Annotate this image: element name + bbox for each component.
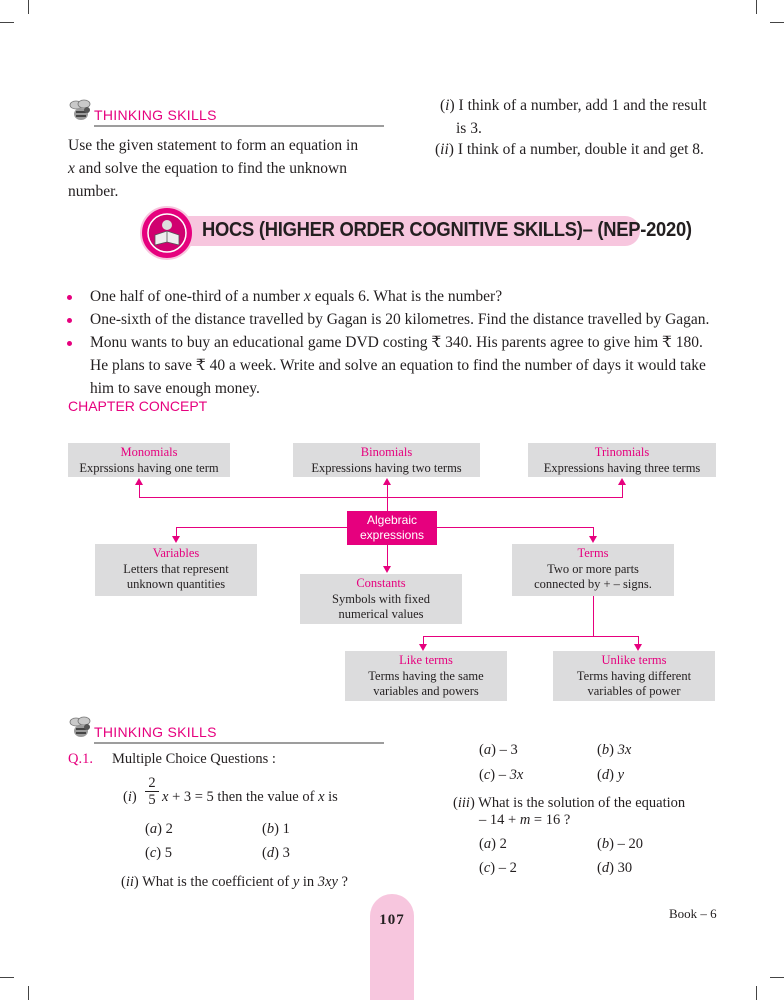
item-text: I think of a number, double it and get 8.	[457, 141, 704, 158]
box-desc: Terms having the same	[368, 668, 484, 683]
monomials-box	[68, 443, 230, 477]
box-title: Unlike terms	[601, 653, 667, 667]
connector-line	[423, 636, 639, 637]
option-value: 2	[499, 836, 507, 852]
box-title: Terms	[577, 546, 609, 560]
option-value: 3x	[617, 742, 632, 758]
bee-icon	[68, 715, 94, 741]
variable: x	[318, 789, 325, 805]
section-underline	[94, 125, 384, 127]
arrow-up-icon	[135, 478, 143, 485]
arrow-up-icon	[618, 478, 626, 485]
text: is	[324, 789, 338, 805]
bullet-icon	[67, 341, 72, 346]
question-ii: (ii) What is the coefficient of y in 3xy ?	[121, 874, 348, 890]
connector-line	[622, 485, 623, 497]
crop-mark	[28, 986, 29, 1000]
variable: x	[303, 288, 311, 305]
option-letter: a	[149, 821, 158, 837]
option-letter: d	[601, 767, 610, 783]
bullet-icon	[67, 318, 72, 323]
connector-line	[387, 485, 388, 511]
option-letter: d	[601, 860, 610, 876]
option-d: (d) y	[597, 767, 624, 783]
algebraic-expressions-box	[347, 511, 437, 545]
option-c: (c) 5	[145, 845, 172, 861]
crop-mark	[28, 0, 29, 14]
chapter-concept-title: CHAPTER CONCEPT	[68, 398, 208, 414]
option-value: – 3	[499, 742, 518, 758]
unlike-terms-box	[553, 651, 715, 701]
fraction-numerator: 2	[148, 775, 156, 791]
question-iii-equation	[479, 812, 570, 829]
option-value: 30	[617, 860, 633, 876]
variables-box	[95, 544, 257, 596]
box-desc: unknown quantities	[126, 577, 226, 591]
item-number: i	[445, 97, 450, 114]
option-letter: d	[266, 845, 275, 861]
variable: 3xy	[317, 874, 338, 890]
box-title: Variables	[152, 546, 200, 560]
option-c: (c) – 2	[479, 860, 517, 876]
option-value: – 3x	[498, 767, 524, 783]
variable: y	[292, 874, 300, 890]
option-a: (a) 2	[145, 821, 173, 837]
arrow-down-icon	[634, 644, 642, 651]
box-desc: numerical values	[338, 607, 424, 621]
connector-line	[593, 596, 594, 636]
prompt-line: Use the given statement to form an equation in	[68, 137, 359, 154]
hocs-item-2: One-sixth of the distance travelled by Gagan is 20 kilometres. Find the distance travelled by Gagan.	[90, 311, 710, 328]
crop-mark	[756, 0, 757, 14]
crop-mark	[770, 22, 784, 23]
hocs-item-3	[90, 331, 730, 400]
option-c: (c) – 3x	[479, 767, 524, 783]
thinking-skills-title: THINKING SKILLS	[94, 107, 217, 123]
text: ?	[337, 874, 348, 890]
section-underline	[94, 742, 384, 744]
option-letter: c	[149, 845, 157, 861]
crop-mark	[0, 22, 14, 23]
prompt-line: number.	[68, 183, 119, 200]
arrow-down-icon	[419, 644, 427, 651]
option-a: (a) – 3	[479, 742, 518, 758]
option-value: 5	[164, 845, 172, 861]
box-desc: variables and powers	[373, 684, 479, 698]
option-letter: c	[483, 767, 491, 783]
text: What is the coefficient of	[142, 874, 293, 890]
text: Monu wants to buy an educational game DVD costing ₹ 340. His parents agree to give him ₹ 180.	[90, 334, 703, 351]
box-title: Monomials	[120, 445, 178, 459]
statement-ii: (ii) I think of a number, double it and get 8.	[435, 141, 704, 158]
question-label: Q.1.	[68, 751, 93, 767]
option-d: (d) 3	[262, 845, 290, 861]
variable: x	[162, 789, 169, 805]
center-line: Algebraic	[366, 513, 418, 527]
option-value: 1	[282, 821, 290, 837]
reading-icon	[140, 206, 194, 260]
text: He plans to save ₹ 40 a week. Write and solve an equation to find the number of days it would take	[90, 357, 706, 374]
question-text: Multiple Choice Questions :	[112, 751, 276, 767]
variable: x	[68, 160, 75, 177]
box-desc: Two or more parts	[547, 561, 639, 576]
box-desc: Expressions having two terms	[311, 460, 462, 475]
box-desc: Letters that represent	[123, 561, 229, 576]
statement-i: (i) I think of a number, add 1 and the result is 3.	[440, 94, 740, 140]
arrow-down-icon	[172, 536, 180, 543]
prompt-line	[68, 157, 388, 180]
bee-icon	[68, 98, 94, 124]
book-label: Book – 6	[669, 906, 717, 921]
crop-mark	[756, 986, 757, 1000]
text: in	[299, 874, 318, 890]
box-title: Binomials	[360, 445, 413, 459]
thinking-skills-prompt	[68, 134, 388, 203]
text: What is the solution of the equation	[478, 795, 686, 811]
text: One half of one-third of a number	[90, 288, 304, 305]
thinking-skills-title: THINKING SKILLS	[94, 724, 217, 740]
connector-line	[437, 527, 594, 528]
option-value: – 2	[498, 860, 517, 876]
arrow-down-icon	[589, 536, 597, 543]
text: – 14 +	[479, 812, 520, 828]
option-value: – 20	[617, 836, 643, 852]
option-letter: a	[483, 836, 492, 852]
terms-box	[512, 544, 674, 596]
page-number-tab	[370, 894, 414, 1000]
connector-line	[139, 485, 140, 497]
item-number: ii	[440, 141, 449, 158]
connector-line	[387, 545, 388, 567]
fraction-denominator: 5	[145, 791, 159, 808]
box-title: Constants	[356, 576, 406, 590]
option-b: (b) – 20	[597, 836, 643, 852]
bullet-icon	[67, 295, 72, 300]
crop-mark	[770, 977, 784, 978]
option-value: y	[617, 767, 624, 783]
question-i-text	[162, 789, 338, 806]
arrow-up-icon	[383, 478, 391, 485]
box-desc: Exprssions having one term	[79, 460, 219, 475]
text: him to save enough money.	[90, 380, 260, 397]
box-desc: Terms having different	[576, 668, 692, 683]
crop-mark	[0, 977, 14, 978]
item-text: I think of a number, add 1 and the result	[458, 97, 707, 114]
text: = 16 ?	[530, 812, 571, 828]
option-a: (a) 2	[479, 836, 507, 852]
text: + 3 = 5 then the value of	[168, 789, 319, 805]
arrow-down-icon	[383, 566, 391, 573]
like-terms-box	[345, 651, 507, 701]
item-number: ii	[125, 874, 134, 890]
constants-box	[300, 574, 462, 624]
option-value: 3	[282, 845, 290, 861]
item-text-cont: is 3.	[456, 120, 482, 137]
box-desc: Symbols with fixed	[332, 591, 430, 606]
item-number: i	[127, 789, 132, 805]
box-title: Like terms	[399, 653, 453, 667]
text: equals 6. What is the number?	[310, 288, 503, 305]
option-letter: a	[483, 742, 492, 758]
variable: m	[519, 812, 531, 828]
item-number: iii	[457, 795, 470, 811]
option-letter: b	[266, 821, 275, 837]
page-number: 107	[379, 912, 405, 928]
box-desc: Expressions having three terms	[543, 460, 701, 475]
option-d: (d) 30	[597, 860, 633, 876]
binomials-box	[293, 443, 480, 477]
connector-line	[176, 527, 347, 528]
box-desc: variables of power	[587, 684, 681, 698]
trinomials-box	[528, 443, 716, 477]
option-letter: b	[601, 742, 610, 758]
option-letter: c	[483, 860, 491, 876]
question-i-number: (i)	[123, 789, 137, 805]
fraction	[145, 775, 159, 808]
option-b: (b) 1	[262, 821, 290, 837]
center-line: expressions	[359, 528, 425, 542]
box-title: Trinomials	[594, 445, 650, 459]
option-letter: b	[601, 836, 610, 852]
hocs-item-1	[90, 285, 730, 308]
box-desc: connected by + – signs.	[534, 577, 652, 591]
hocs-title: HOCS (HIGHER ORDER COGNITIVE SKILLS)– (NEP-2020)	[202, 219, 692, 241]
connector-line	[139, 497, 623, 498]
option-value: 2	[165, 821, 173, 837]
prompt-line-text: and solve the equation to find the unknown	[78, 160, 347, 177]
question-iii: (iii) What is the solution of the equation	[453, 795, 686, 811]
option-b: (b) 3x	[597, 742, 632, 758]
